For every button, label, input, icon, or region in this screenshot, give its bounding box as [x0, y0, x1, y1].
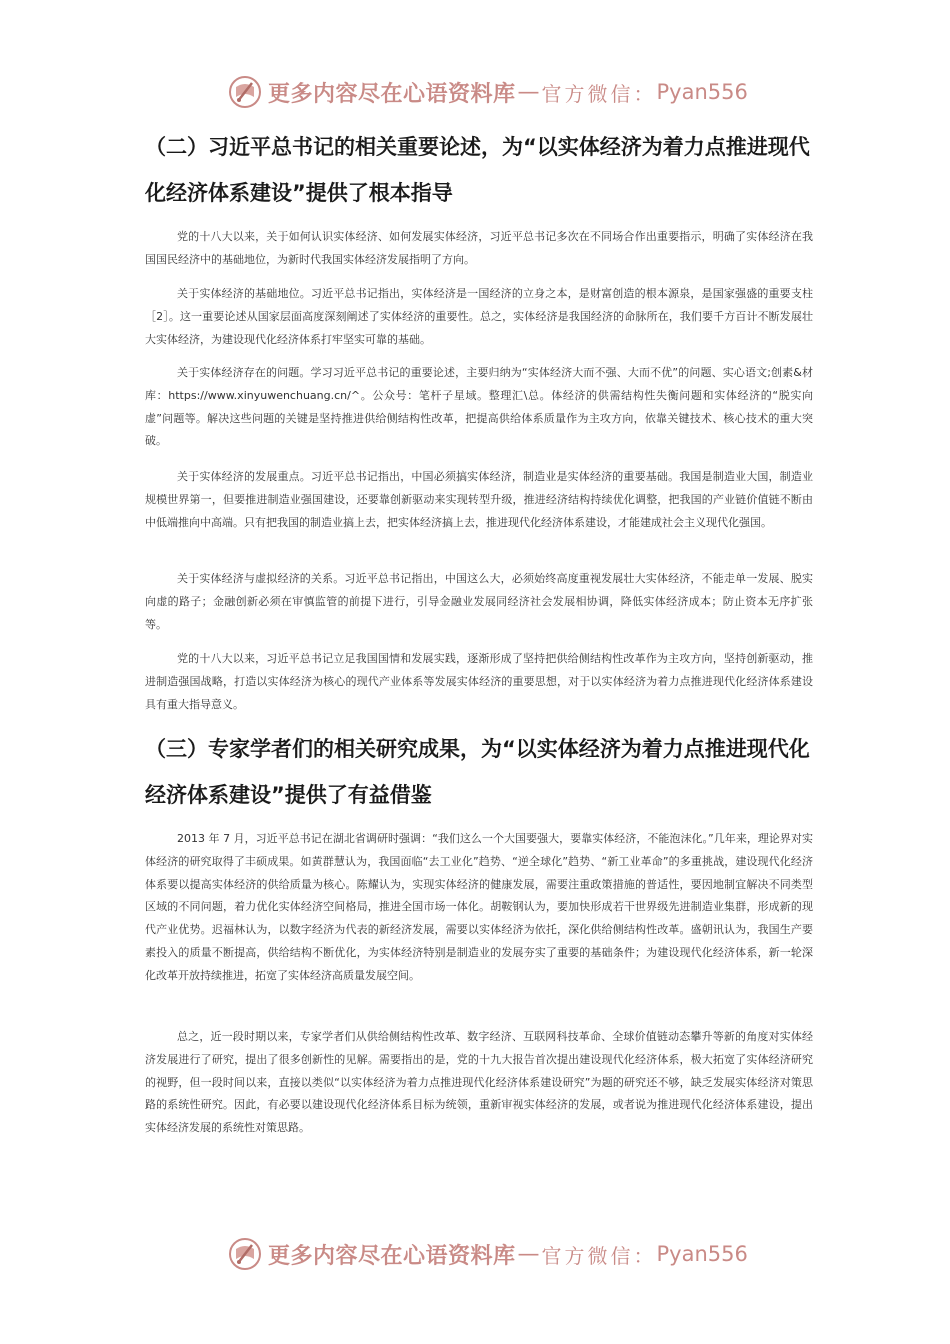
paragraph: 2013 年 7 月，习近平总书记在湖北省调研时强调：“我们这么一个大国要强大，要靠实体经济，不能泡沫化。”几年来，理论界对实体经济的研究取得了丰硕成果。如黄群慧认为，我国面临“去工业化”趋势、“逆全球化”趋势、“新工业革命”的多重挑战，建设现代化经济体系要以提高实体经济的供给质量为核心。陈耀认为，实现实体经济的健康发展，需要注重政策措施的普适性，要因地制宜解决不同类型区域的不同问题，着力优化实体经济空间格局，推进全国市场一体化。胡鞍钢认为，要加快形成若干世界级先进制造业集群，形成新的现代产业优势。迟福林认为，以数字经济为代表的新经济发展，需要以实体经济为依托，深化供给侧结构性改革。盛朝讯认为，我国生产要素投入的质量不断提高，供给结构不断优化，为实体经济特别是制造业的发展夯实了重要的基础条件；为建设现代化经济体系，新一轮深化改革开放持续推进，拓宽了实体经济高质量发展空间。 — [145, 832, 813, 982]
watermark-label: 官方微信： — [541, 81, 657, 106]
watermark-label: 官方微信： — [541, 1243, 657, 1268]
watermark-banner-bottom — [228, 1234, 748, 1274]
watermark-banner-top — [228, 72, 748, 112]
paragraph: 总之，近一段时期以来，专家学者们从供给侧结构性改革、数字经济、互联网科技革命、全球价值链动态攀升等新的角度对实体经济发展进行了研究，提出了很多创新性的见解。需要指出的是，党的十九大报告首次提出建设现代化经济体系，极大拓宽了实体经济研究的视野，但一段时间以来，直接以类似“以实体经济为着力点推进现代化经济体系建设研究”为题的研究还不够，缺乏发展实体经济对策思路的系统性研究。因此，有必要以建设现代化经济体系目标为统领，重新审视实体经济的发展，或者说为推进现代化经济体系建设，提出实体经济发展的系统性对策思路。 — [145, 1030, 813, 1135]
watermark-dash: — — [517, 79, 540, 105]
watermark-wechat-id: Pyan556 — [656, 80, 748, 104]
watermark-brand-text: 更多内容尽在心语资料库 — [268, 80, 516, 107]
paragraph: 关于实体经济的发展重点。习近平总书记指出，中国必须搞实体经济，制造业是实体经济的重要基础。我国是制造业大国，制造业规模世界第一，但要推进制造业强国建设，还要靠创新驱动来实现转型升级，推进经济结构持续优化调整，把我国的产业链价值链不断由中低端推向中高端。只有把我国的制造业搞上去，把实体经济搞上去，推进现代化经济体系建设，才能建成社会主义现代化强国。 — [145, 470, 813, 529]
book-pen-logo-icon — [228, 75, 262, 109]
paragraph: 党的十八大以来，关于如何认识实体经济、如何发展实体经济，习近平总书记多次在不同场合作出重要指示，明确了实体经济在我国国民经济中的基础地位，为新时代我国实体经济发展指明了方向。 — [145, 230, 813, 266]
paragraph: 党的十八大以来，习近平总书记立足我国国情和发展实践，逐渐形成了坚持把供给侧结构性改革作为主攻方向，坚持创新驱动，推进制造强国战略，打造以实体经济为核心的现代产业体系等发展实体经济的重要思想，对于以实体经济为着力点推进现代化经济体系建设具有重大指导意义。 — [145, 652, 813, 711]
paragraph: 关于实体经济与虚拟经济的关系。习近平总书记指出，中国这么大，必须始终高度重视发展壮大实体经济，不能走单一发展、脱实向虚的路子；金融创新必须在审慎监管的前提下进行，引导金融业发展同经济社会发展相协调，降低实体经济成本；防止资本无序扩张等。 — [145, 572, 813, 631]
section-heading-3: （三）专家学者们的相关研究成果，为“以实体经济为着力点推进现代化经济体系建设”提供了有益借鉴 — [145, 737, 810, 807]
watermark-wechat-id: Pyan556 — [656, 1242, 748, 1266]
watermark-dash: — — [517, 1241, 540, 1267]
paragraph: 关于实体经济存在的问题。学习习近平总书记的重要论述，主要归纳为“实体经济大而不强、大而不优”的问题、实心语文;创素&材库：https://www.xinyuwenchuang.cn/^。公众号：笔杆子星域。整理汇\总。体经济的供需结构性失衡问题和实体经济的“脱实向虚”问题等。解决这些问题的关键是坚持推进供给侧结构性改革，把提高供给体系质量作为主攻方向，依靠关键技术、核心技术的重大突破。 — [145, 366, 813, 448]
section-heading-2: （二）习近平总书记的相关重要论述，为“以实体经济为着力点推进现代化经济体系建设”提供了根本指导 — [145, 135, 810, 205]
watermark-brand-text: 更多内容尽在心语资料库 — [268, 1242, 516, 1269]
book-pen-logo-icon — [228, 1237, 262, 1271]
paragraph: 关于实体经济的基础地位。习近平总书记指出，实体经济是一国经济的立身之本，是财富创造的根本源泉，是国家强盛的重要支柱［2］。这一重要论述从国家层面高度深刻阐述了实体经济的重要性。总之，实体经济是我国经济的命脉所在，我们要千方百计不断发展壮大实体经济，为建设现代化经济体系打牢坚实可靠的基础。 — [145, 287, 813, 346]
